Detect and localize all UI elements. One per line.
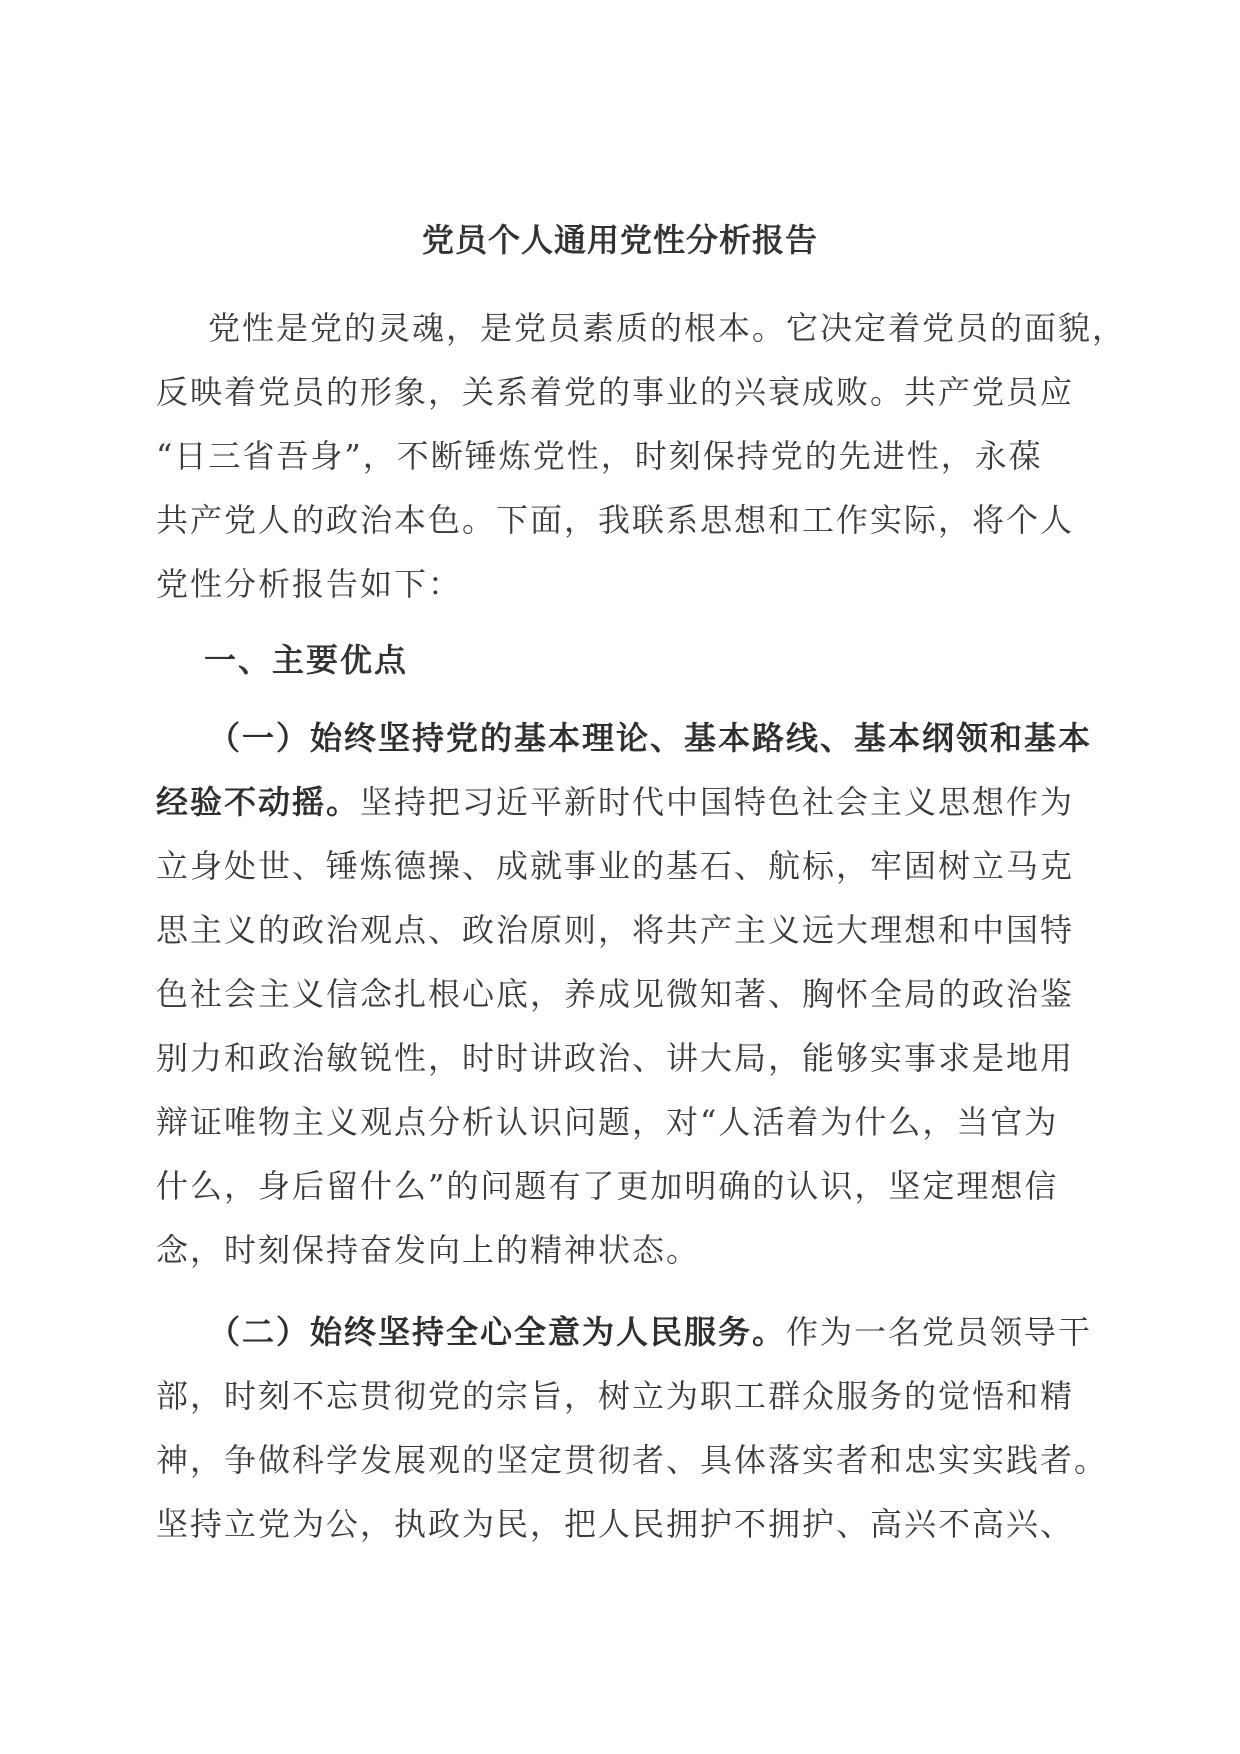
text-line: 色社会主义信念扎根心底，养成见微知著、胸怀全局的政治鉴 [156,975,1075,1013]
text-line: 反映着党员的形象，关系着党的事业的兴衰成败。共产党员应 [156,373,1075,411]
text-line: 思主义的政治观点、政治原则，将共产主义远大理想和中国特 [156,911,1075,949]
point-heading-part-1: （一）始终坚持党的基本理论、基本路线、基本纲领和基本 [208,719,1093,757]
paragraph-point-2 [156,1300,1109,1556]
text-line [156,706,1093,770]
text-line: 部，时刻不忘贯彻党的宗旨，树立为职工群众服务的觉悟和精 [156,1377,1075,1415]
text-line: 辩证唯物主义观点分析认识问题，对“人活着为什么，当官为 [156,1103,1059,1141]
paragraph-point-1 [156,706,1093,1282]
section-heading: 一、主要优点 [204,641,409,679]
text-run: 作为一名党员领导干 [786,1313,1093,1351]
text-line: 党性分析报告如下： [156,565,463,603]
text-line: 坚持立党为公，执政为民，把人民拥护不拥护、高兴不高兴、 [156,1505,1075,1543]
text-line: 立身处世、锤炼德操、成就事业的基石、航标，牢固树立马克 [156,847,1075,885]
text-line: 念，时刻保持奋发向上的精神状态。 [156,1231,701,1269]
document-title: 党员个人通用党性分析报告 [421,221,818,259]
text-line [156,1300,1093,1364]
text-line [156,770,1086,834]
text-run: 坚持把习近平新时代中国特色社会主义思想作为 [360,783,1075,821]
text-line: 什么，身后留什么”的问题有了更加明确的认识，坚定理想信 [156,1167,1059,1205]
text-line: 共产党人的政治本色。下面，我联系思想和工作实际，将个人 [156,501,1075,539]
point-heading-part-2: 经验不动摇。 [156,783,361,821]
text-line: 别力和政治敏锐性，时时讲政治、讲大局，能够实事求是地用 [156,1039,1075,1077]
text-line: 神，争做科学发展观的坚定贯彻者、具体落实者和忠实实践者。 [156,1441,1109,1479]
text-line: “日三省吾身”，不断锤炼党性，时刻保持党的先进性，永葆 [156,437,1043,475]
intro-paragraph [156,296,1127,616]
text-line: 党性是党的灵魂，是党员素质的根本。它决定着党员的面貌， [208,309,1127,347]
point-heading: （二）始终坚持全心全意为人民服务。 [208,1313,787,1351]
